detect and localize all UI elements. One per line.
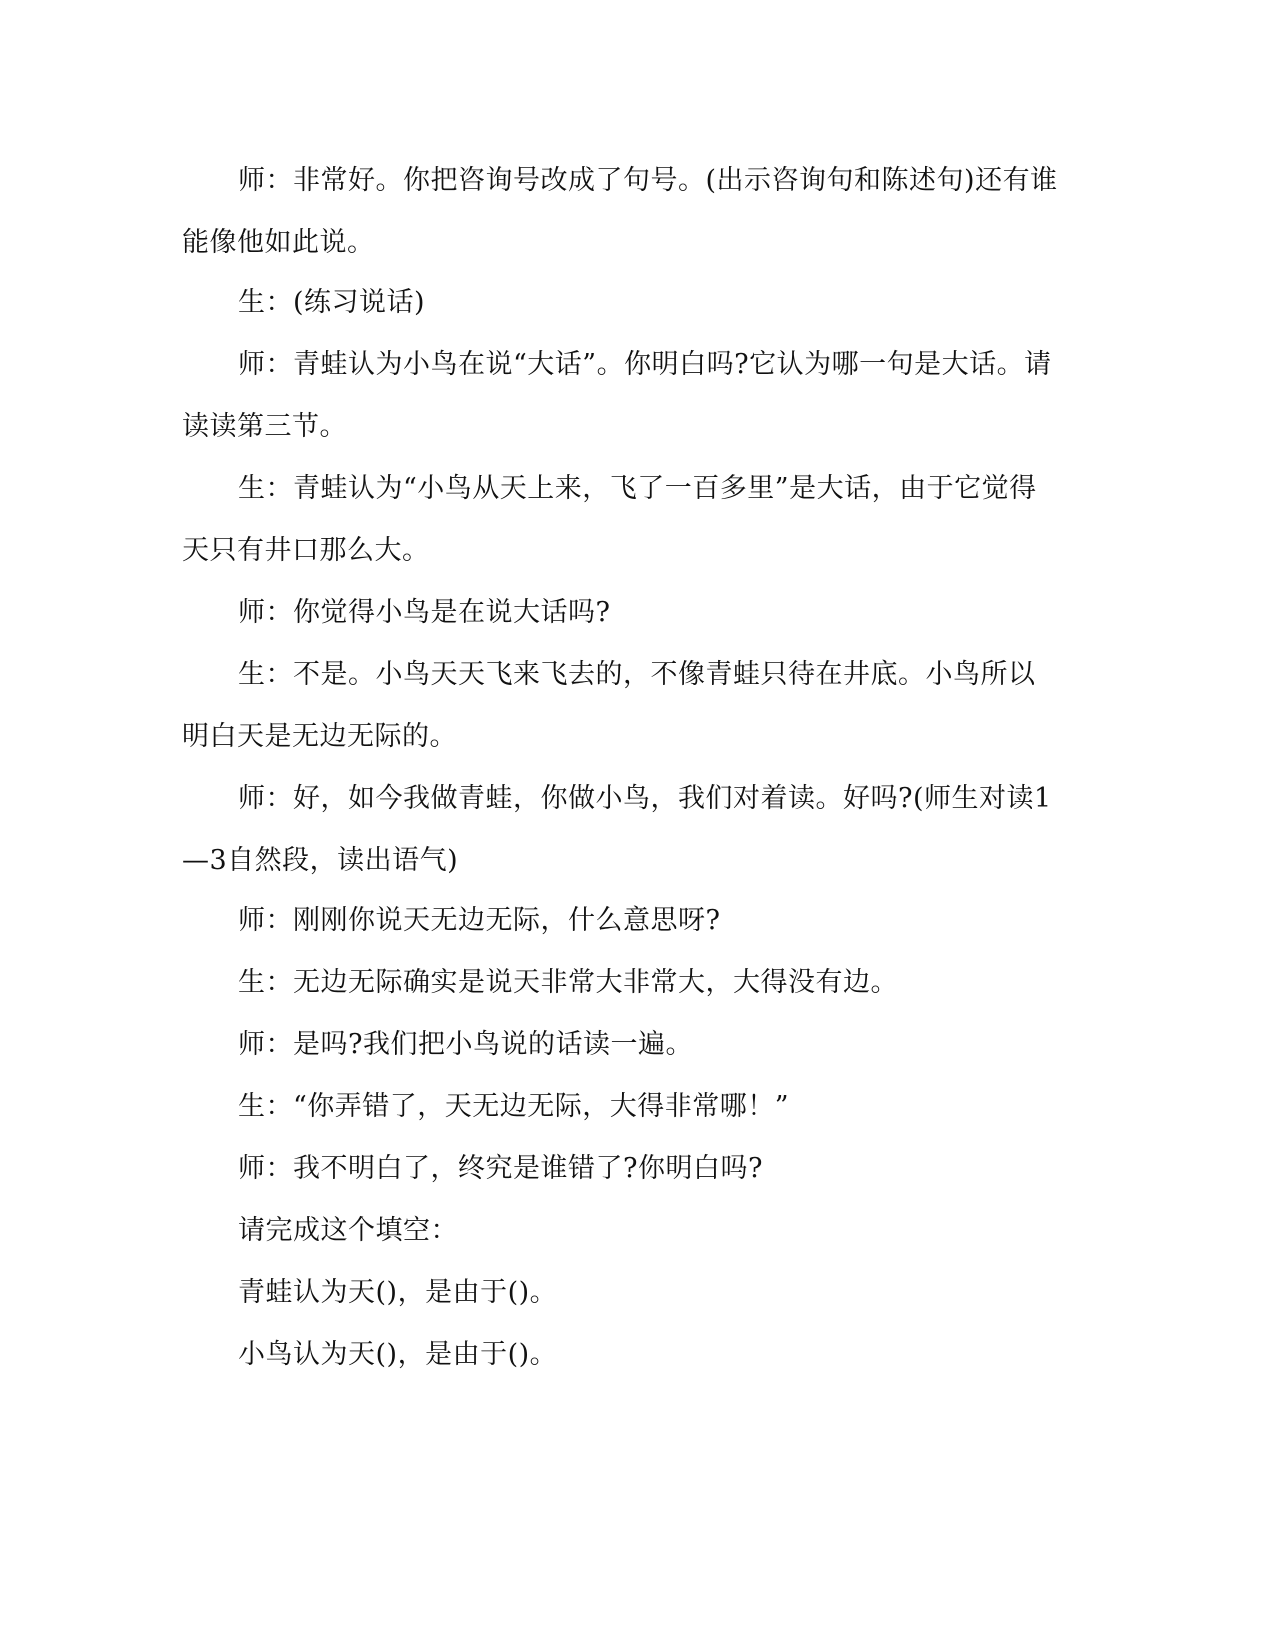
paragraph: 师：好，如今我做青蛙，你做小鸟，我们对着读。好吗?(师生对读1—3自然段，读出语气): [182, 783, 1052, 876]
paragraph: 师：刚刚你说天无边无际，什么意思呀?: [238, 905, 721, 936]
paragraph: 生：不是。小鸟天天飞来飞去的，不像青蛙只待在井底。小鸟所以明白天是无边无际的。: [182, 659, 1036, 752]
paragraph: 生：“你弄错了，天无边无际，大得非常哪！”: [238, 1091, 790, 1122]
paragraph: 生：无边无际确实是说天非常大非常大，大得没有边。: [238, 967, 898, 998]
paragraph: 师：你觉得小鸟是在说大话吗?: [238, 597, 611, 628]
paragraph: 师：非常好。你把咨询号改成了句号。(出示咨询句和陈述句)还有谁能像他如此说。: [182, 165, 1058, 258]
paragraph: 师：青蛙认为小鸟在说“大话”。你明白吗?它认为哪一句是大话。请读读第三节。: [182, 349, 1052, 442]
paragraph: 请完成这个填空：: [238, 1215, 458, 1246]
paragraph: 小鸟认为天()，是由于()。: [238, 1339, 558, 1370]
paragraph: 生：青蛙认为“小鸟从天上来，飞了一百多里”是大话，由于它觉得天只有井口那么大。: [182, 473, 1037, 566]
paragraph: 青蛙认为天()，是由于()。: [238, 1277, 558, 1308]
paragraph: 师：我不明白了，终究是谁错了?你明白吗?: [238, 1153, 763, 1184]
paragraph: 师：是吗?我们把小鸟说的话读一遍。: [238, 1029, 693, 1060]
paragraph: 生：(练习说话): [238, 287, 426, 318]
